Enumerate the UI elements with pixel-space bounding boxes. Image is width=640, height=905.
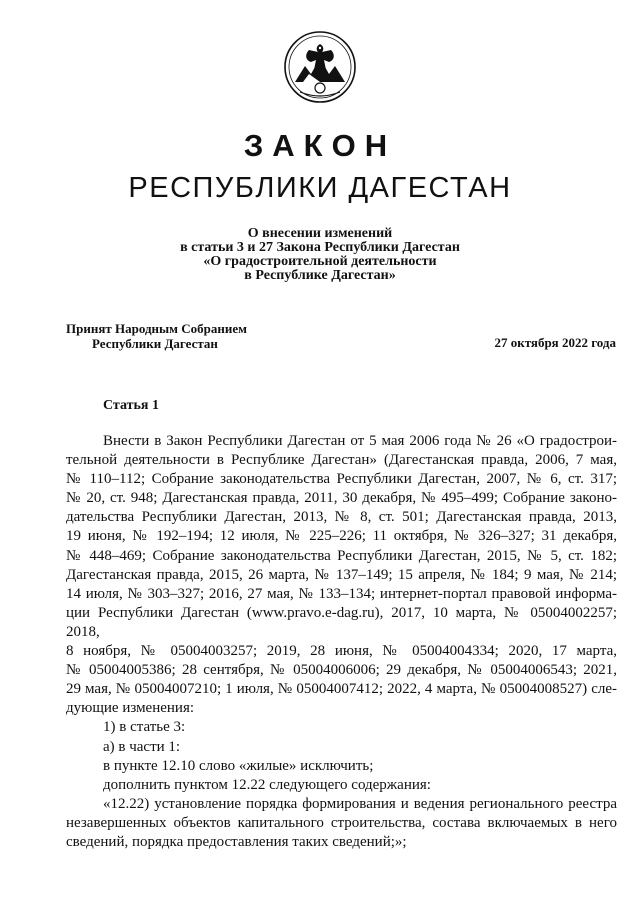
subtitle-line: в Республике Дагестан» [244,268,396,283]
adoption-date: 27 октября 2022 года [494,335,616,350]
text-line: № 110–112; Собрание законодательства Республики Дагестан, 2007, № 6, ст. 317; [66,471,617,488]
subtitle-line: О внесении изменений [247,226,393,241]
text-line: дательства Республики Дагестан, 2013, № 8, ст. 501; Дагестанская правда, 2013, [66,509,617,526]
text-line: тельной деятельности в Республике Дагестан» (Дагестанская правда, 2006, 7 мая, [66,452,617,469]
text-line: в пункте 12.10 слово «жилые» исключить; [103,757,374,774]
adoption-line: Принят Народным Собранием [66,321,248,336]
text-line: 19 июня, № 192–194; 12 июля, № 225–226; 11 октября, № 326–327; 31 декабря, [66,528,617,545]
law-subtitle [0,227,640,283]
law-title: ЗАКОН [243,128,397,163]
text-line: № 448–469; Собрание законодательства Республики Дагестан, 2015, № 5, ст. 182; [66,547,617,564]
text-line: дующие изменения: [66,700,195,717]
text-line: а) в части 1: [103,738,181,755]
article-body [66,432,617,852]
subtitle-line: «О градостроительной деятельности [203,254,437,269]
text-line: ции Республики Дагестан (www.pravo.e-dag.ru), 2017, 10 марта, № 05004002257; 2018, [66,604,617,640]
adoption-block [66,321,247,351]
text-line: 1) в статье 3: [103,719,186,736]
text-line: № 20, ст. 948; Дагестанская правда, 2011, 30 декабря, № 495–499; Собрание законо- [66,490,617,507]
text-line: 14 июля, № 303–327; 2016, 27 мая, № 133–134; интернет-портал правовой информа- [66,585,617,602]
text-line: Дагестанская правда, 2015, 26 марта, № 137–149; 15 апреля, № 184; 9 мая, № 214; [66,566,617,583]
text-line: дополнить пунктом 12.22 следующего содержания: [103,776,431,793]
text-line: № 05004005386; 28 сентября, № 05004006006; 29 декабря, № 05004006543; 2021, [66,662,617,679]
text-line: Внести в Закон Республики Дагестан от 5 мая 2006 года № 26 «О градострои- [103,433,617,449]
article-heading: Статья 1 [103,398,159,413]
text-line: 8 ноября, № 05004003257; 2019, 28 июня, № 05004004334; 2020, 17 марта, [66,643,617,660]
text-line: «12.22) установление порядка формирования и ведения регионального реестра [103,795,617,812]
coat-of-arms-emblem [283,30,357,104]
subtitle-line: в статьи 3 и 27 Закона Республики Дагестан [180,240,460,255]
text-line: незавершенных объектов капитального строительства, состава включаемых в него [66,814,617,831]
text-line: 29 мая, № 05004007210; 1 июля, № 05004007412; 2022, 4 марта, № 05004008527) сле- [66,681,617,698]
adoption-line: Республики Дагестан [92,336,218,351]
republic-title: РЕСПУБЛИКИ ДАГЕСТАН [128,172,512,204]
text-line: сведений, порядка предоставления таких сведений;»; [66,833,407,850]
